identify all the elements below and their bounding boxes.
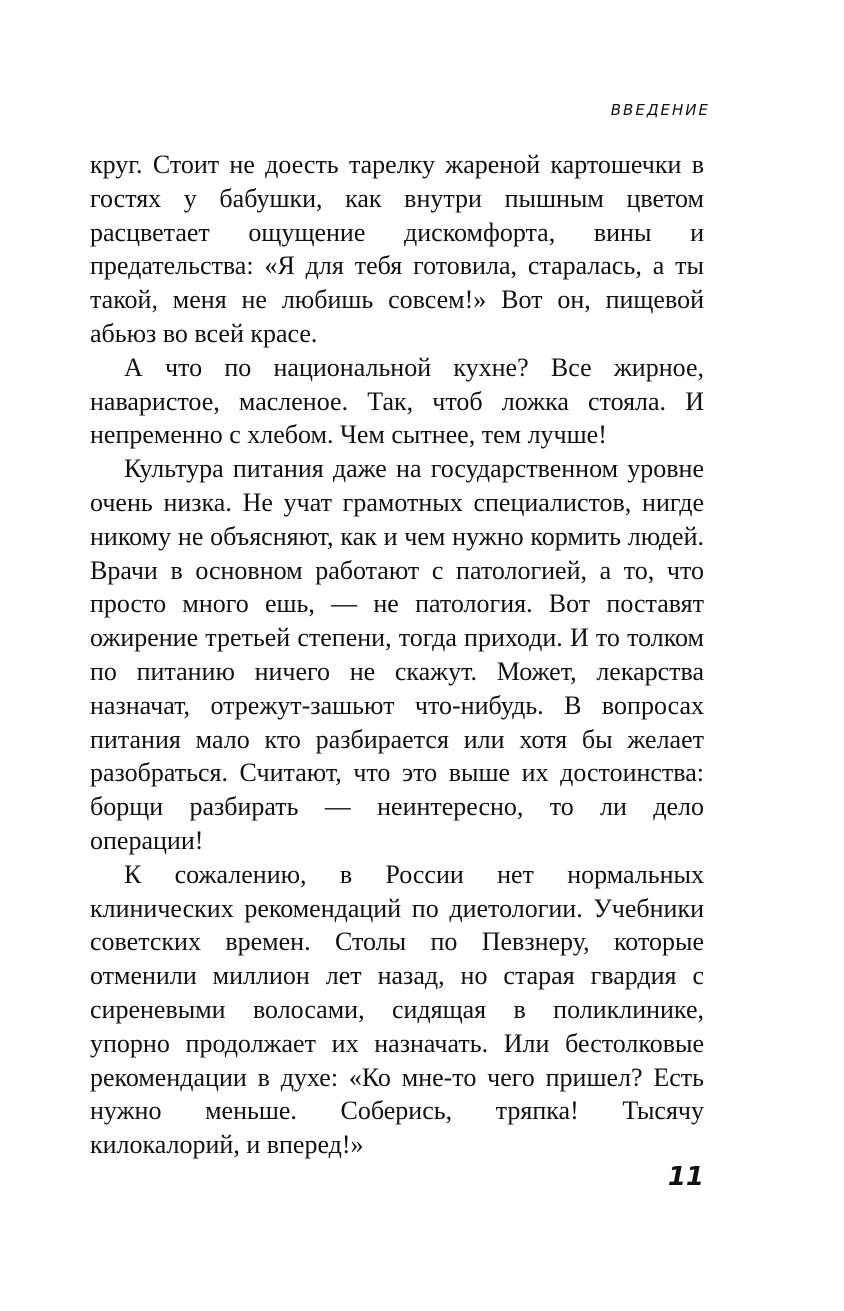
paragraph-1: круг. Стоит не доесть тарелку жареной картошечки в гостях у бабушки, как внутри пышным цветом расцветает ощущение дискомфорта, вины и предательства: «Я для тебя готовила, старалась, а ты такой, меня не любишь совсем!» Вот он, пищевой абьюз во всей красе. [90, 150, 704, 348]
body-text [90, 148, 704, 1162]
page-number: 11 [667, 1162, 704, 1192]
paragraph-3: Культура питания даже на государственном уровне очень низка. Не учат грамотных специалистов, нигде никому не объясняют, как и чем нужно кормить людей. Врачи в основном работают с патологией, а то, что просто много ешь, — не патология. Вот поставят ожирение третьей степени, тогда приходи. И то толком по питанию ничего не скажут. Может, лекарства назначат, отрежут-зашьют что-нибудь. В вопросах питания мало кто разбирается или хотя бы желает разобраться. Считают, что это выше их достоинства: борщи разбирать — неинтересно, то ли дело операции! [90, 454, 704, 855]
running-head: ВВЕДЕНИЕ [610, 101, 710, 119]
paragraph-2: А что по национальной кухне? Все жирное, наваристое, масленое. Так, чтоб ложка стояла. И непременно с хлебом. Чем сытнее, тем лучше! [90, 352, 704, 450]
paragraph-4: К сожалению, в России нет нормальных клинических рекомендаций по диетологии. Учебники советских времен. Столы по Певзнеру, которые отменили миллион лет назад, но старая гвардия с сиреневыми волосами, сидящая в поликлинике, упорно продолжает их назначать. Или бестолковые рекомендации в духе: «Ко мне-то чего пришел? Есть нужно меньше. Соберись, тряпка! Тысячу килокалорий, и вперед!» [90, 859, 704, 1160]
